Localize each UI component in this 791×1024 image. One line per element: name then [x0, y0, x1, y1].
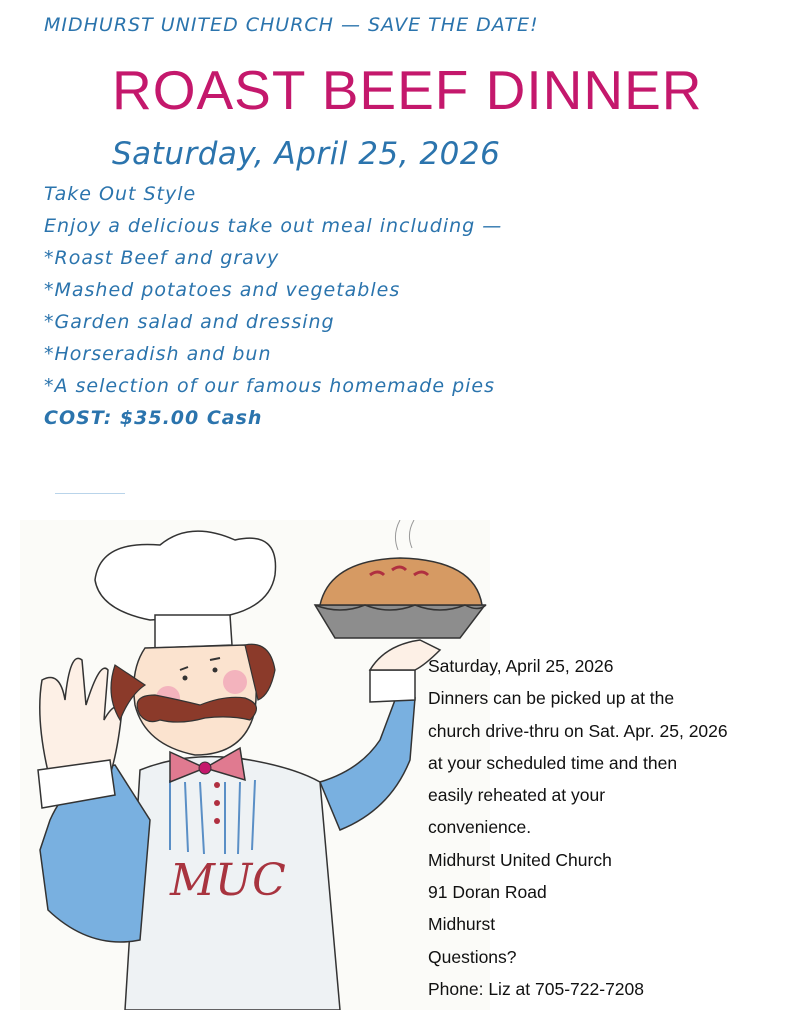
menu-line: *Garden salad and dressing: [44, 311, 335, 333]
menu-line: *Horseradish and bun: [44, 343, 272, 365]
page-title: ROAST BEEF DINNER: [112, 59, 703, 121]
event-details: [428, 650, 728, 1005]
apron-monogram: MUC: [170, 855, 286, 906]
cost-line: COST: $35.00 Cash: [44, 407, 263, 429]
detail-line: 91 Doran Road: [428, 882, 547, 903]
menu-line: *Mashed potatoes and vegetables: [44, 279, 401, 301]
detail-line: Dinners can be picked up at the: [428, 688, 675, 709]
detail-line: church drive-thru on Sat. Apr. 25, 2026: [428, 720, 728, 741]
chef-illustration: [20, 520, 490, 1010]
menu-list: [44, 178, 502, 434]
detail-line: Midhurst: [428, 914, 496, 935]
detail-line: Phone: Liz at 705-722-7208: [428, 978, 644, 999]
detail-line: Saturday, April 25, 2026: [428, 656, 614, 676]
menu-line: Enjoy a delicious take out meal including —: [44, 215, 503, 237]
divider: [55, 493, 125, 494]
save-the-date-heading: MIDHURST UNITED CHURCH — SAVE THE DATE!: [44, 14, 539, 36]
menu-line: Take Out Style: [44, 183, 197, 205]
event-date: Saturday, April 25, 2026: [112, 136, 501, 172]
detail-line: at your scheduled time and then: [428, 752, 678, 773]
detail-line: easily reheated at your: [428, 785, 606, 806]
detail-line: Questions?: [428, 946, 517, 967]
menu-line: *A selection of our famous homemade pies: [44, 375, 496, 397]
detail-line: convenience.: [428, 817, 532, 838]
detail-line: Midhurst United Church: [428, 849, 612, 870]
menu-line: *Roast Beef and gravy: [44, 247, 280, 269]
